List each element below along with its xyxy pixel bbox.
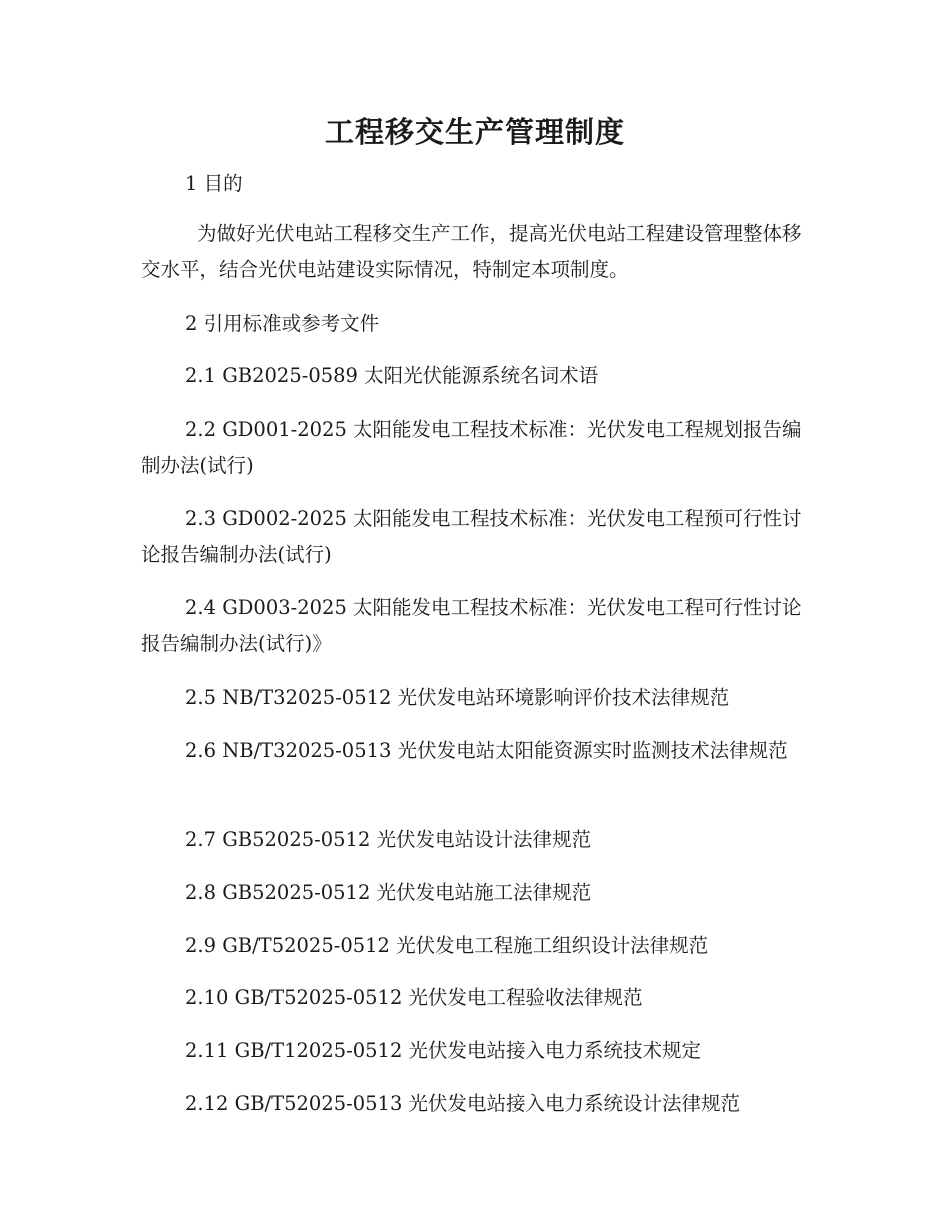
reference-item: 2.9 GB/T52025-0512 光伏发电工程施工组织设计法律规范 xyxy=(185,934,709,957)
document-title: 工程移交生产管理制度 xyxy=(324,115,625,149)
reference-item: 2.3 GD002-2025 太阳能发电工程技术标准：光伏发电工程预可行性讨论报告编制办法(试行) xyxy=(141,507,802,566)
reference-item: 2.7 GB52025-0512 光伏发电站设计法律规范 xyxy=(185,828,592,851)
section-heading-references: 2 引用标准或参考文件 xyxy=(185,312,380,335)
reference-item: 2.10 GB/T52025-0512 光伏发电工程验收法律规范 xyxy=(185,986,643,1009)
reference-item: 2.2 GD001-2025 太阳能发电工程技术标准：光伏发电工程规划报告编制办法(试行) xyxy=(141,418,802,477)
reference-item: 2.11 GB/T12025-0512 光伏发电站接入电力系统技术规定 xyxy=(185,1039,702,1062)
reference-item: 2.5 NB/T32025-0512 光伏发电站环境影响评价技术法律规范 xyxy=(185,686,730,709)
reference-item: 2.12 GB/T52025-0513 光伏发电站接入电力系统设计法律规范 xyxy=(185,1092,741,1115)
reference-item: 2.1 GB2025-0589 太阳光伏能源系统名词术语 xyxy=(185,364,599,387)
section-heading-purpose: 1 目的 xyxy=(185,172,243,195)
reference-item: 2.6 NB/T32025-0513 光伏发电站太阳能资源实时监测技术法律规范 xyxy=(185,739,788,762)
purpose-paragraph: 为做好光伏电站工程移交生产工作，提高光伏电站工程建设管理整体移交水平，结合光伏电站建设实际情况，特制定本项制度。 xyxy=(141,222,802,281)
reference-item: 2.4 GD003-2025 太阳能发电工程技术标准：光伏发电工程可行性讨论报告编制办法(试行)》 xyxy=(141,596,802,655)
reference-item: 2.8 GB52025-0512 光伏发电站施工法律规范 xyxy=(185,881,592,904)
